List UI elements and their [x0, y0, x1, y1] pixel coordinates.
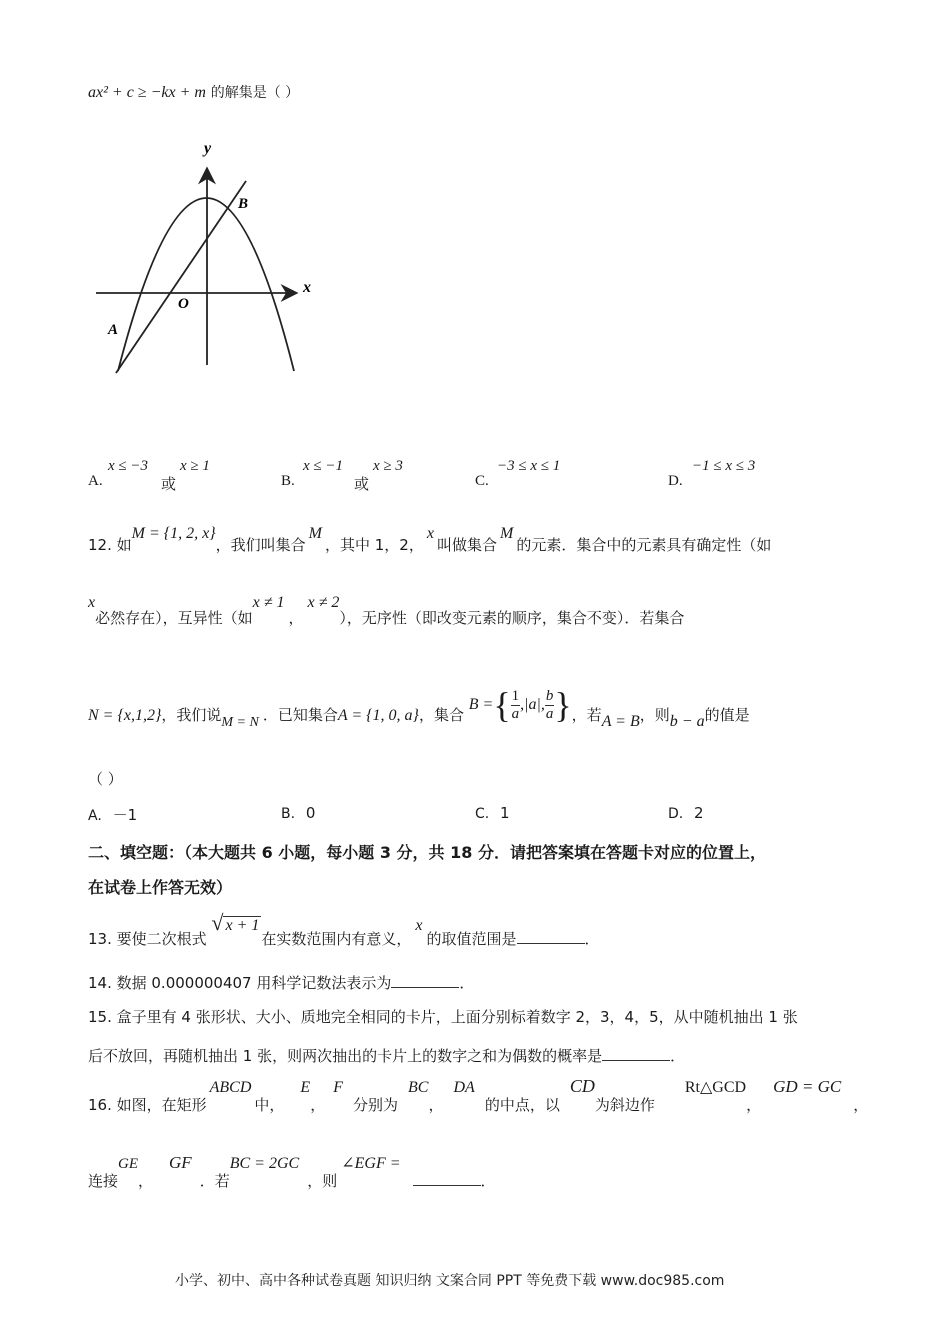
option-letter: B. — [281, 806, 296, 822]
q12-set-b: B ={ $\frac{1}{a}$ ,|a|, $\frac{b}{a}$ } — [468, 685, 572, 725]
option-math: −3 ≤ x ≤ 1 — [497, 458, 561, 474]
point-a-label: A — [108, 322, 119, 338]
option-math: x ≥ 1 — [180, 458, 210, 474]
answer-blank[interactable] — [391, 973, 459, 988]
q12-line-2 — [88, 593, 684, 625]
q16-text: ， — [428, 1096, 444, 1114]
q16-math: Rt△GCD — [684, 1079, 747, 1096]
q12-text: ，我们说 — [161, 706, 222, 724]
q16-math: CD — [569, 1076, 595, 1096]
fraction-1-over-a: $\frac{1}{a}$ — [511, 687, 520, 722]
q15-line-2 — [88, 1045, 685, 1066]
q13-text: ． — [584, 930, 600, 948]
q16-text: ， — [853, 1096, 869, 1114]
fraction-b-over-a: $\frac{b}{a}$ — [545, 687, 554, 722]
parabola-line-graph — [90, 135, 330, 380]
q12-option-c[interactable] — [475, 804, 510, 822]
q15-text: ． — [670, 1047, 686, 1065]
option-letter: C. — [475, 473, 489, 489]
q16-math: GD = GC — [773, 1077, 842, 1096]
y-axis-label: y — [204, 140, 212, 157]
q12-line-1 — [88, 524, 771, 554]
option-letter: C. — [475, 806, 490, 822]
q11-option-b[interactable] — [281, 458, 461, 492]
q12-option-d[interactable] — [668, 804, 704, 822]
q16-text: 的中点，以 — [484, 1096, 560, 1114]
q16-text: 连接 — [88, 1172, 119, 1190]
q12-math: x ≠ 2 — [307, 594, 340, 611]
q12-text: 12. 如 — [88, 536, 132, 554]
sqrt-sign: √ — [211, 910, 224, 935]
x-axis-label: x — [303, 279, 311, 296]
option-or: 或 — [354, 475, 370, 493]
q13-text: 的取值范围是 — [426, 930, 517, 948]
q12-math: x — [426, 525, 434, 542]
q12-math: x ≠ 1 — [252, 594, 285, 611]
q12-option-a[interactable] — [88, 804, 137, 825]
option-letter: D. — [668, 806, 684, 822]
q14 — [88, 972, 474, 993]
section-2-heading-line-2: 在试卷上作答无效） — [88, 878, 233, 897]
option-letter: A. — [88, 808, 102, 824]
q12-text: ， — [288, 609, 304, 627]
q16-math: ABCD — [209, 1079, 252, 1096]
option-or: 或 — [161, 475, 177, 493]
q11-stem-text: 的解集是（ ） — [210, 85, 300, 101]
q16-text: 分别为 — [353, 1096, 399, 1114]
brace-left: { — [493, 685, 511, 725]
option-letter: D. — [668, 473, 683, 489]
q16-math: F — [333, 1079, 343, 1096]
q12-math: M — [499, 525, 514, 542]
q16-text: 中， — [254, 1096, 285, 1114]
q11-option-d[interactable] — [668, 458, 848, 492]
q12-set-m: M = {1, 2, x} — [131, 525, 216, 542]
page-footer: 小学、初中、高中各种试卷真题 知识归纳 文案合同 PPT 等免费下载 www.doc985.com — [175, 1273, 725, 1289]
q12-text: 的值是 — [704, 706, 750, 724]
q12-option-b[interactable] — [281, 804, 315, 822]
q12-text: 必然存在），互异性（如 — [95, 609, 253, 627]
q16-math: ∠EGF = — [341, 1155, 401, 1172]
q16-text: ， — [138, 1172, 154, 1190]
q11-inequality: ax² + c ≥ −kx + m — [88, 84, 206, 101]
q11-stem — [88, 82, 299, 102]
q12-text: ，则 — [639, 706, 670, 724]
q13-text: 13. 要使二次根式 — [88, 930, 207, 948]
option-value: －1 — [112, 806, 138, 824]
option-math: x ≤ −3 — [108, 458, 149, 474]
q12-text: 的元素．集合中的元素具有确定性（如 — [516, 536, 772, 554]
q12-set-n: N = {x,1,2} — [88, 707, 162, 724]
q12-math: M = N — [221, 715, 259, 730]
q16-text: ，则 — [307, 1172, 338, 1190]
sqrt-expression — [211, 910, 261, 936]
option-letter: B. — [281, 473, 295, 489]
q16-text: ， — [310, 1096, 326, 1114]
q12-text: ，我们叫集合 — [215, 536, 306, 554]
option-value: 2 — [694, 804, 704, 822]
q12-math: b − a — [669, 713, 705, 730]
q12-math: A = B — [601, 713, 640, 730]
q16-math: GE — [118, 1156, 139, 1172]
option-value: 0 — [305, 804, 316, 822]
q16-line-1 — [88, 1076, 869, 1114]
answer-blank[interactable] — [413, 1171, 481, 1186]
q12-text: ，其中 1，2， — [325, 536, 424, 554]
q11-option-c[interactable] — [475, 458, 655, 492]
q12-line-3 — [88, 682, 750, 732]
q16-math: DA — [453, 1079, 475, 1096]
q15-line-1: 15. 盒子里有 4 张形状、大小、质地完全相同的卡片，上面分别标着数字 2，3，4，5，从中随机抽出 1 张 — [88, 1008, 798, 1026]
straight-line — [116, 181, 249, 373]
sqrt-radicand: x + 1 — [225, 917, 260, 934]
q12-text: ，集合 — [418, 706, 464, 724]
brace-right: } — [554, 685, 572, 725]
q16-text: ．若 — [199, 1172, 230, 1190]
section-2-heading-line-1: 二、填空题：（本大题共 6 小题，每小题 3 分，共 18 分．请把答案填在答题卡对应的位置上， — [88, 843, 766, 862]
point-b-label: B — [238, 196, 249, 212]
origin-label: O — [178, 296, 189, 312]
option-value: 1 — [500, 804, 510, 822]
q12-text: ），无序性（即改变元素的顺序，集合不变）．若集合 — [339, 609, 685, 627]
q14-text: ． — [459, 974, 475, 992]
q16-text: 16. 如图，在矩形 — [88, 1096, 207, 1114]
option-math: −1 ≤ x ≤ 3 — [692, 458, 756, 474]
q12-text: ，若 — [571, 706, 602, 724]
q16-line-2 — [88, 1152, 496, 1188]
q16-text: 为斜边作 — [594, 1096, 655, 1114]
q12-set-a: A = {1, 0, a} — [337, 707, 419, 724]
q14-text: 14. 数据 0.000000407 用科学记数法表示为 — [88, 974, 392, 992]
q12-text: ．已知集合 — [262, 706, 338, 724]
q13-text: 在实数范围内有意义， — [261, 930, 412, 948]
q12-paren: （ ） — [88, 770, 123, 788]
q12-math: M — [308, 525, 322, 542]
option-math: x ≥ 3 — [373, 458, 403, 474]
option-math: x ≤ −1 — [303, 458, 344, 474]
q16-math: E — [300, 1079, 311, 1096]
answer-blank[interactable] — [517, 929, 585, 944]
answer-blank[interactable] — [602, 1046, 670, 1061]
q16-math: BC = 2GC — [229, 1155, 300, 1172]
q13-math-x: x — [415, 917, 423, 934]
q11-option-a[interactable] — [88, 458, 268, 492]
q15-text: 后不放回，再随机抽出 1 张，则两次抽出的卡片上的数字之和为偶数的概率是 — [88, 1047, 603, 1065]
q16-math: GF — [169, 1153, 192, 1172]
q16-math: BC — [408, 1079, 429, 1096]
q13 — [88, 910, 600, 946]
q16-text: ， — [746, 1096, 762, 1114]
parabola-curve — [118, 198, 294, 371]
q12-text: 叫做集合 — [436, 536, 497, 554]
q16-text: ． — [480, 1172, 496, 1190]
option-letter: A. — [88, 473, 103, 489]
q12-math: x — [88, 594, 96, 611]
